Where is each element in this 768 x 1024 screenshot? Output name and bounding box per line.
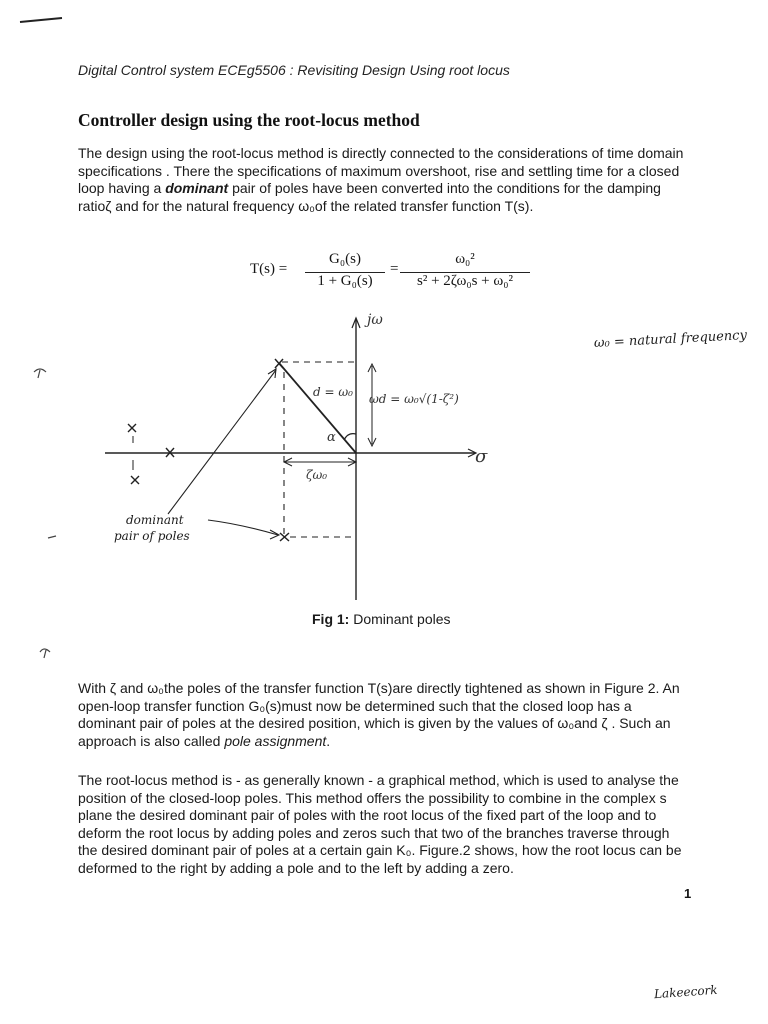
scan-mark-left-2 [40,649,50,658]
figure-caption-text: Dominant poles [349,611,451,627]
pointer-to-upper-pole [168,370,276,514]
course-header: Digital Control system ECEg5506 : Revisiting Design Using root locus [78,62,510,78]
page-number: 1 [684,886,692,901]
equation-equals: = [390,261,399,277]
section-title: Controller design using the root-locus method [78,110,420,130]
lower-pole-mark [280,533,289,541]
open-loop-pole-lower [131,476,139,484]
paragraph-intro-part2: pair of poles have been converted into the conditions for the damping ratioζ and for the natural frequency ω₀of the related transfer function T(s). [78,180,661,214]
footer-scribble: Lakeecork [653,982,718,1002]
paragraph-pole-assignment-italic: pole assignment [224,732,327,749]
dominant-label-line2: pair of poles [114,529,190,543]
equation-frac1-denominator: 1 + G₀(s) [317,273,373,289]
paragraph-pole-assignment [78,680,690,750]
upper-pole-mark [275,359,283,368]
equation-frac2-numerator: ω₀² [455,251,475,267]
natural-frequency-label: d = ω₀ [313,385,353,399]
imaginary-axis-label: jω [367,312,383,328]
figure-caption-number: Fig 1: [312,611,350,627]
zeta-w0-label: ζω₀ [306,468,328,482]
damped-frequency-label: ωd = ω₀√(1-ζ²) [369,392,459,406]
scan-mark-left-1 [34,369,46,378]
angle-alpha-label: α [327,430,336,445]
equation-frac1-numerator: G₀(s) [329,251,361,267]
equation-lhs: T(s) = [250,261,288,277]
open-loop-pole-upper [128,424,136,432]
alpha-arc [344,434,356,440]
pointer-to-lower-pole [208,520,278,535]
scan-mark-left-3 [48,536,56,538]
paragraph-root-locus: The root-locus method is - as generally known - a graphical method, which is used to analyse the position of the closed-loop poles. This method offers the possibility to combine in the complex s plane the desired dominant pair of poles with the root locus of the fixed part of the loop and to deform the root locus by adding poles and zeros such that two of the branches traverse through the desired dominant pair of poles at a certain gain K₀. Figure.2 shows, how the root locus can be deformed to the right by adding a pole and to the left by adding a zero. [78,772,682,876]
paragraph-pole-assignment-part1: With ζ and ω₀the poles of the transfer function T(s)are directly tightened as shown in Figure 2. An open-loop transfer function G₀(s)must now be determined such that the closed loop has a dominant pair of poles at the desired position, which is given by the values of ω₀and ζ . Such an approach is also called [78,680,680,749]
equation-frac2-denominator: s² + 2ζω₀s + ω₀² [417,273,513,289]
paragraph-intro-bold: dominant [165,180,229,196]
figure-caption [312,611,512,627]
paragraph-intro-part1: The design using the root-locus method is directly connected to the considerations of time domain specifications . There the specifications of maximum overshoot, rise and settling time for a closed loop having a [78,145,684,196]
paragraph-pole-assignment-part2: . [326,732,331,749]
natural-frequency-note: ω₀ = natural frequency [593,327,748,351]
dominant-label-line1: dominant [126,513,184,527]
scan-mark-top [20,18,62,22]
real-axis-label: σ [475,446,488,467]
pointer-upper-arrow [268,369,276,378]
